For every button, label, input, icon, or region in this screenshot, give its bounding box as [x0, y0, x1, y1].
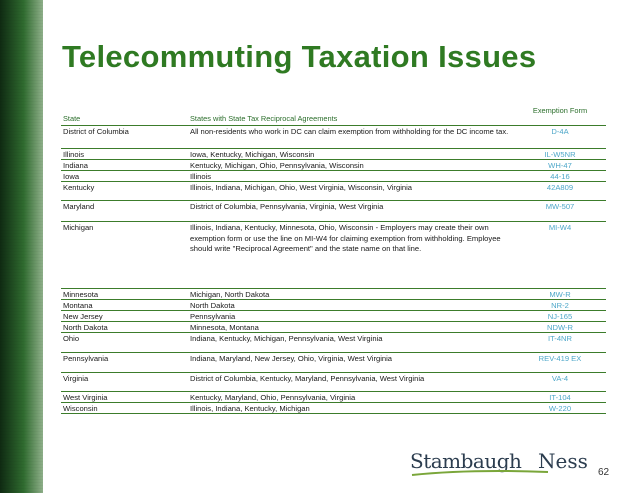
- table-row: [61, 373, 606, 392]
- table-row: [61, 311, 606, 322]
- cell-state: District of Columbia: [63, 127, 129, 136]
- cell-agreements: Illinois: [190, 172, 212, 181]
- cell-state: Iowa: [63, 172, 80, 181]
- cell-state: Pennsylvania: [63, 354, 109, 363]
- cell-exemption-form: W-220: [548, 404, 572, 413]
- cell-agreements: Illinois, Indiana, Michigan, Ohio, West Virginia, Wisconsin, Virginia: [190, 183, 413, 192]
- logo-text-left: Stambaugh: [410, 449, 522, 473]
- cell-state: Ohio: [63, 334, 80, 343]
- table-row: [61, 333, 606, 353]
- logo-text-right: Ness: [538, 449, 588, 473]
- header-agreements: States with State Tax Reciprocal Agreements: [190, 114, 338, 123]
- table-row: [61, 322, 606, 333]
- table-row: [61, 201, 606, 222]
- cell-exemption-form: 42A809: [546, 183, 574, 192]
- table-row: [61, 182, 606, 201]
- cell-agreements: Pennsylvania: [190, 312, 236, 321]
- cell-agreements: Illinois, Indiana, Kentucky, Minnesota, Ohio, Wisconsin - Employers may create their own exemption form or use the line on MI-W4 for claiming exemption from withholding. Employee should write "Reciprocal Agreement" and the state name on that line.: [190, 223, 501, 254]
- table-row: [61, 126, 606, 149]
- table-row: [61, 149, 606, 160]
- cell-state: Kentucky: [63, 183, 95, 192]
- cell-exemption-form: IT-4NR: [547, 334, 573, 343]
- table-header: [61, 104, 606, 126]
- cell-state: West Virginia: [63, 393, 108, 402]
- cell-exemption-form: NR-2: [551, 301, 569, 310]
- cell-state: Michigan: [63, 223, 94, 232]
- table-row: [61, 353, 606, 373]
- logo-swoosh-icon: [410, 469, 550, 477]
- cell-agreements: All non-residents who work in DC can claim exemption from withholding for the DC income tax.: [190, 127, 509, 136]
- table-row: [61, 160, 606, 171]
- cell-exemption-form: 44-16: [550, 172, 570, 181]
- table-row: [61, 222, 606, 289]
- cell-state: Illinois: [63, 150, 85, 159]
- page-number: 62: [598, 467, 610, 478]
- cell-agreements: Minnesota, Montana: [190, 323, 259, 332]
- cell-agreements: Michigan, North Dakota: [190, 290, 270, 299]
- cell-state: New Jersey: [63, 312, 103, 321]
- cell-agreements: District of Columbia, Kentucky, Maryland, Pennsylvania, West Virginia: [190, 374, 425, 383]
- cell-agreements: Indiana, Kentucky, Michigan, Pennsylvania, West Virginia: [190, 334, 383, 343]
- cell-exemption-form: IL-W5NR: [544, 150, 576, 159]
- cell-agreements: District of Columbia, Pennsylvania, Virginia, West Virginia: [190, 202, 384, 211]
- cell-state: North Dakota: [63, 323, 108, 332]
- cell-state: Indiana: [63, 161, 88, 170]
- table-row: [61, 171, 606, 182]
- reciprocal-agreements-table: [61, 104, 606, 414]
- cell-agreements: Iowa, Kentucky, Michigan, Wisconsin: [190, 150, 315, 159]
- cell-state: Wisconsin: [63, 404, 98, 413]
- cell-agreements: Illinois, Indiana, Kentucky, Michigan: [190, 404, 310, 413]
- cell-exemption-form: NJ-165: [547, 312, 573, 321]
- cell-agreements: Kentucky, Maryland, Ohio, Pennsylvania, Virginia: [190, 393, 356, 402]
- table-row: [61, 300, 606, 311]
- table-row: [61, 289, 606, 300]
- cell-exemption-form: REV-419 EX: [538, 354, 582, 363]
- cell-exemption-form: MW-507: [545, 202, 575, 211]
- header-state: State: [63, 114, 81, 123]
- table-row: [61, 392, 606, 403]
- cell-exemption-form: NDW-R: [546, 323, 573, 332]
- cell-agreements: North Dakota: [190, 301, 235, 310]
- header-exemption-form: Exemption Form: [532, 106, 588, 115]
- cell-exemption-form: IT-104: [549, 393, 571, 402]
- cell-exemption-form: D-4A: [551, 127, 569, 136]
- cell-agreements: Kentucky, Michigan, Ohio, Pennsylvania, Wisconsin: [190, 161, 364, 170]
- slide-title: Telecommuting Taxation Issues: [62, 39, 537, 74]
- cell-exemption-form: MI-W4: [548, 223, 572, 232]
- sidebar-texture: [0, 0, 43, 493]
- cell-state: Minnesota: [63, 290, 99, 299]
- stambaugh-ness-logo: [410, 449, 590, 479]
- cell-agreements: Indiana, Maryland, New Jersey, Ohio, Virginia, West Virginia: [190, 354, 393, 363]
- cell-state: Virginia: [63, 374, 89, 383]
- table-body: [61, 126, 606, 414]
- cell-exemption-form: MW-R: [549, 290, 571, 299]
- cell-exemption-form: VA-4: [551, 374, 569, 383]
- cell-state: Montana: [63, 301, 93, 310]
- cell-exemption-form: WH-47: [548, 161, 572, 170]
- cell-state: Maryland: [63, 202, 95, 211]
- table-row: [61, 403, 606, 414]
